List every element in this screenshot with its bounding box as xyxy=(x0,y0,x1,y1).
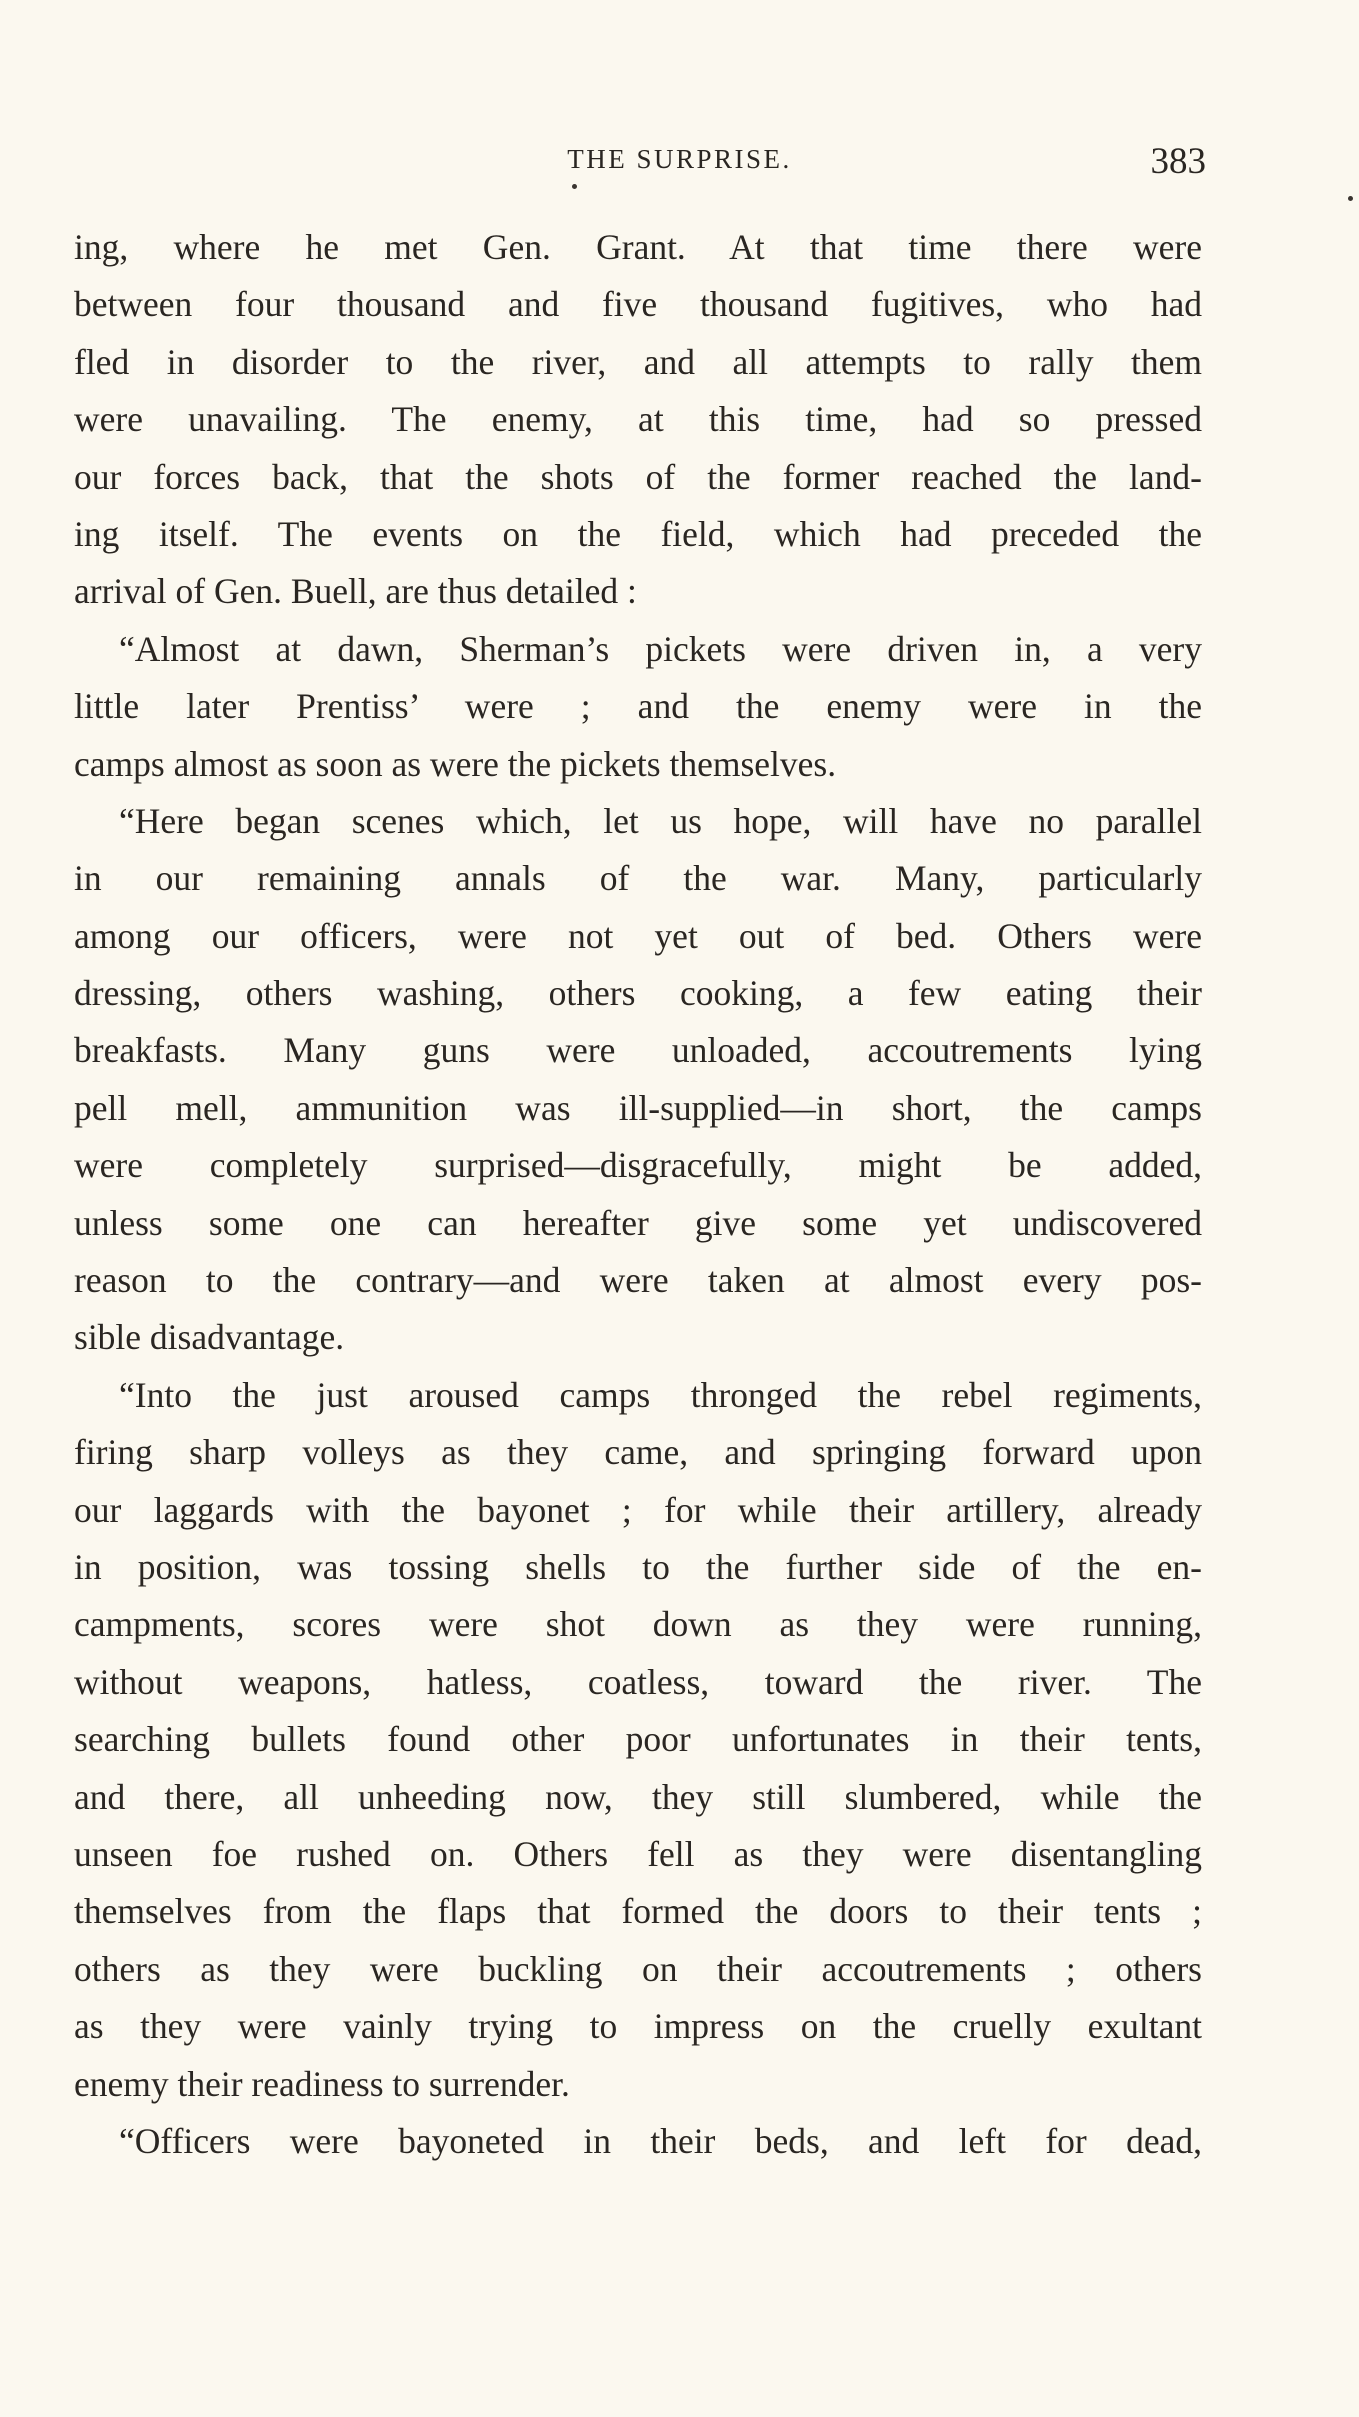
running-head xyxy=(0,140,1359,190)
print-speck xyxy=(1348,196,1353,201)
running-title: THE SURPRISE. xyxy=(567,144,792,174)
text-line: little later Prentiss’ were ; and the enemy were in the xyxy=(74,686,1202,727)
text-line: among our officers, were not yet out of bed. Others were xyxy=(74,915,1202,956)
text-line: pell mell, ammunition was ill-supplied—in short, the camps xyxy=(74,1087,1202,1128)
text-line: ing itself. The events on the field, which had preceded the xyxy=(74,513,1202,554)
text-line: “Into the just aroused camps thronged the rebel regiments, xyxy=(119,1374,1202,1415)
text-line: unless some one can hereafter give some yet undiscovered xyxy=(74,1202,1202,1243)
text-line: our forces back, that the shots of the former reached the land- xyxy=(74,456,1202,497)
text-line: “Officers were bayoneted in their beds, and left for dead, xyxy=(119,2120,1202,2161)
text-line: reason to the contrary—and were taken at almost every pos- xyxy=(74,1260,1202,1301)
text-line: fled in disorder to the river, and all attempts to rally them xyxy=(74,341,1202,382)
text-line: as they were vainly trying to impress on the cruelly exultant xyxy=(74,2006,1202,2047)
text-line: enemy their readiness to surrender. xyxy=(74,2063,570,2104)
text-line: others as they were buckling on their accoutrements ; others xyxy=(74,1948,1202,1989)
text-line: arrival of Gen. Buell, are thus detailed : xyxy=(74,571,637,612)
text-line: were completely surprised—disgracefully, might be added, xyxy=(74,1145,1202,1186)
print-speck xyxy=(572,184,577,189)
page-number: 383 xyxy=(1150,141,1206,182)
text-line: themselves from the flaps that formed the doors to their tents ; xyxy=(74,1891,1202,1932)
text-line: searching bullets found other poor unfortunates in their tents, xyxy=(74,1719,1202,1760)
text-line: camps almost as soon as were the pickets themselves. xyxy=(74,743,837,784)
text-line: in position, was tossing shells to the further side of the en- xyxy=(74,1546,1202,1587)
text-line: were unavailing. The enemy, at this time, had so pressed xyxy=(74,399,1202,440)
text-line: sible disadvantage. xyxy=(74,1317,345,1358)
text-line: breakfasts. Many guns were unloaded, accoutrements lying xyxy=(74,1030,1202,1071)
text-line: in our remaining annals of the war. Many, particularly xyxy=(74,858,1202,899)
body-text xyxy=(74,219,1202,2170)
text-line: unseen foe rushed on. Others fell as they were disentangling xyxy=(74,1833,1202,1874)
text-line: “Almost at dawn, Sherman’s pickets were driven in, a very xyxy=(119,628,1202,669)
text-line: dressing, others washing, others cooking, a few eating their xyxy=(74,973,1202,1014)
text-line: “Here began scenes which, let us hope, will have no parallel xyxy=(119,800,1202,841)
text-line: and there, all unheeding now, they still slumbered, while the xyxy=(74,1776,1202,1817)
text-line: campments, scores were shot down as they were running, xyxy=(74,1604,1202,1645)
text-line: without weapons, hatless, coatless, toward the river. The xyxy=(74,1661,1202,1702)
text-line: between four thousand and five thousand fugitives, who had xyxy=(74,284,1202,325)
text-line: ing, where he met Gen. Grant. At that time there were xyxy=(74,227,1202,267)
text-line: firing sharp volleys as they came, and springing forward upon xyxy=(74,1432,1202,1473)
text-line: our laggards with the bayonet ; for while their artillery, already xyxy=(74,1489,1202,1530)
